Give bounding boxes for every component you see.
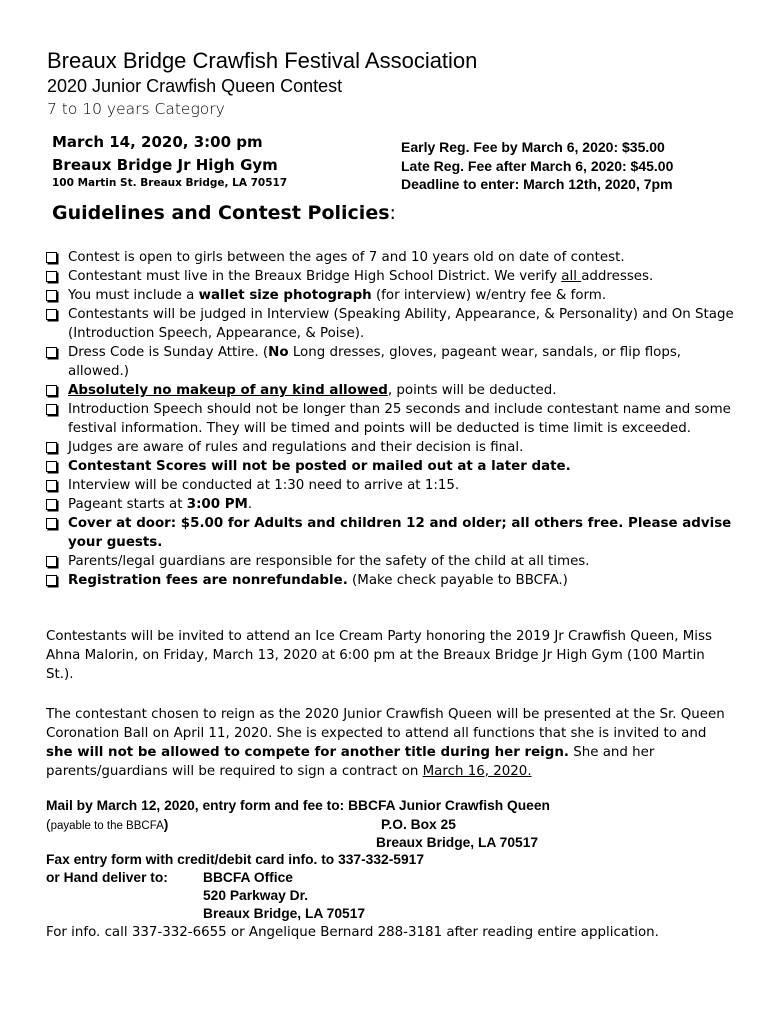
rule-text-underlined: all [561,269,582,284]
rule-text: Contestant must live in the Breaux Bridge High School District. We verify [68,269,562,284]
rule-item [46,286,736,305]
rule-text: (for interview) w/entry fee & form. [371,288,607,303]
rule-text: Contestants will be judged in Interview (Speaking Ability, Appearance, & Personality) and On Stage (Introduction Speech, Appearance, & Poise). [68,307,734,341]
payable-note [46,817,168,832]
early-fee: Early Reg. Fee by March 6, 2020: $35.00 [401,139,665,155]
rule-text: Parents/legal guardians are responsible for the safety of the child at all times. [68,554,590,569]
rule-text: . [247,497,253,512]
hand-deliver-label: or Hand deliver to: [46,870,168,885]
checkbox-icon [46,556,57,567]
rule-item [46,400,736,438]
reign-text-bold: she will not be allowed to compete for another title during her reign. [46,745,569,760]
rule-text: addresses. [581,269,654,284]
rule-text: (Make check payable to BBCFA.) [347,573,568,588]
reign-text: She and her parents/guardians will be required to sign a contract on [46,745,655,779]
rule-text-bold: No [268,345,289,360]
rule-text-bold: Contestant Scores will not be posted or mailed out at a later date. [68,459,571,474]
reign-text: The contestant chosen to reign as the 2020 Junior Crawfish Queen will be presented at the Sr. Queen Coronation Ball on April 11, 2020. She is expected to attend all functions that she is invited to and [46,707,725,741]
contact-info: For info. call 337-332-6655 or Angelique Bernard 288-3181 after reading entire application. [46,925,659,940]
rule-text: Contest is open to girls between the ages of 7 and 10 years old on date of contest. [68,250,625,265]
rule-text: Pageant starts at [68,497,187,512]
rule-text-bold: Registration fees are nonrefundable. [68,573,348,588]
office-street: 520 Parkway Dr. [203,888,309,903]
po-box: P.O. Box 25 [381,817,456,832]
checkbox-icon [46,385,57,396]
reign-paragraph [46,705,736,781]
payable-text: payable to the BBCFA [50,820,164,832]
contract-date: March 16, 2020. [422,764,532,779]
checkbox-icon [46,480,57,491]
rule-text: You must include a [68,288,199,303]
rule-item [46,438,736,457]
guidelines-heading [52,202,396,224]
rule-text: , points will be deducted. [387,383,557,398]
rule-item [46,476,736,495]
mail-city: Breaux Bridge, LA 70517 [376,835,539,850]
rule-text: Long dresses, gloves, pageant wear, sandals, or flip flops, allowed.) [68,345,682,379]
mail-instruction: Mail by March 12, 2020, entry form and fee to: BBCFA Junior Crawfish Queen [46,798,550,813]
rule-text-bold: 3:00 PM [186,497,248,512]
rule-item [46,305,736,343]
checkbox-icon [46,271,57,282]
office-city: Breaux Bridge, LA 70517 [203,906,366,921]
checkbox-icon [46,461,57,472]
rule-text-bold-underlined: Absolutely no makeup of any kind allowed [68,383,388,398]
checkbox-icon [46,518,57,529]
ice-cream-paragraph: Contestants will be invited to attend an Ice Cream Party honoring the 2019 Jr Crawfish Queen, Miss Ahna Malorin, on Friday, March 13, 2020 at 6:00 pm at the Breaux Bridge Jr High Gym (100 Martin St.). [46,629,712,682]
checkbox-icon [46,309,57,320]
checkbox-icon [46,252,57,263]
rule-text-bold: wallet size photograph [198,288,372,303]
rule-item [46,381,736,400]
guidelines-heading-text: Guidelines and Contest Policies [52,202,390,224]
checkbox-icon [46,499,57,510]
rules-list [46,248,736,590]
late-fee: Late Reg. Fee after March 6, 2020: $45.00 [401,158,674,174]
checkbox-icon [46,575,57,586]
rule-item [46,267,736,286]
rule-item [46,248,736,267]
rule-item [46,571,736,590]
rule-text: Judges are aware of rules and regulations and their decision is final. [68,440,524,455]
rule-text: Introduction Speech should not be longer than 25 seconds and include contestant name and some festival information. They will be timed and points will be deducted is time limit is exceeded. [68,402,731,436]
guidelines-heading-colon: : [389,202,396,224]
rule-item [46,552,736,571]
paren-open: ( [46,817,51,832]
rule-text-bold: Cover at door: $5.00 for Adults and children 12 and older; all others free. Please advise your guests. [68,516,732,550]
contest-title: 2020 Junior Crawfish Queen Contest [47,76,343,96]
entry-deadline: Deadline to enter: March 12th, 2020, 7pm [401,176,673,192]
event-date-time: March 14, 2020, 3:00 pm [52,133,263,151]
event-venue: Breaux Bridge Jr High Gym [52,156,278,174]
rule-item [46,495,736,514]
paren-close: ) [163,817,169,832]
event-address: 100 Martin St. Breaux Bridge, LA 70517 [52,177,288,189]
fax-instruction: Fax entry form with credit/debit card info. to 337-332-5917 [46,852,424,867]
checkbox-icon [46,442,57,453]
rule-item [46,457,736,476]
rule-item [46,514,736,552]
category-label: 7 to 10 years Category [47,100,225,118]
office-name: BBCFA Office [203,870,293,885]
checkbox-icon [46,290,57,301]
rule-text: Interview will be conducted at 1:30 need to arrive at 1:15. [68,478,460,493]
checkbox-icon [46,347,57,358]
rule-text: Dress Code is Sunday Attire. ( [68,345,269,360]
checkbox-icon [46,404,57,415]
organization-title: Breaux Bridge Crawfish Festival Association [47,48,478,73]
rule-item [46,343,736,381]
